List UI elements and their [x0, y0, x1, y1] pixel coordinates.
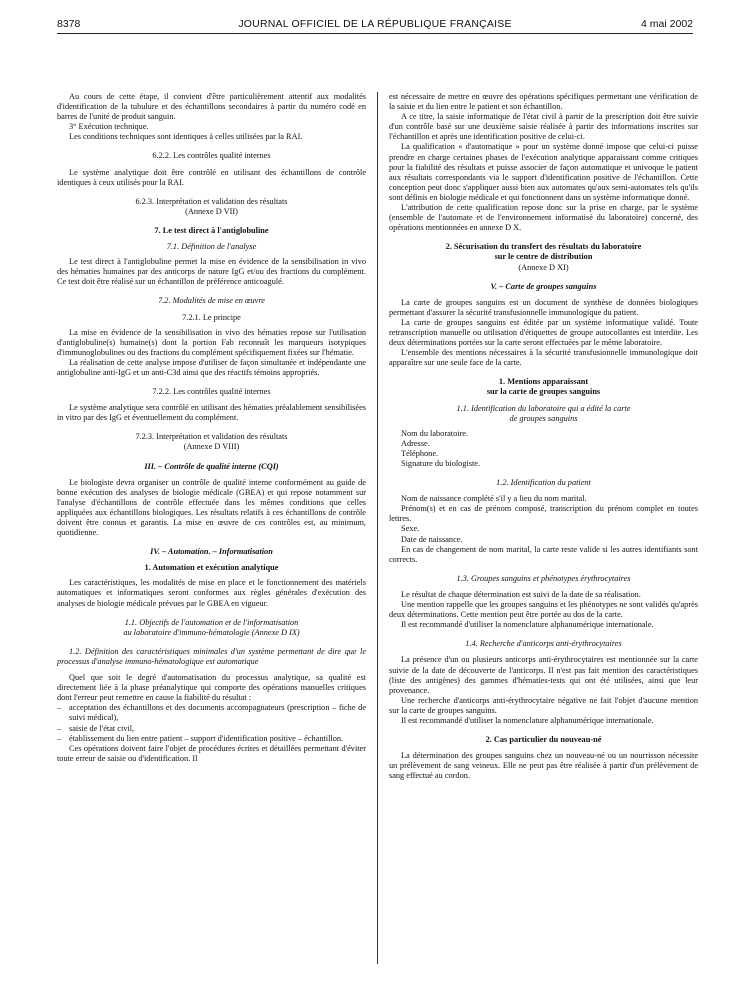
paragraph: est nécessaire de mettre en œuvre des opérations spécifiques permettant une vérification de la saisie et du lien entre le patient et son échantillon.	[389, 92, 698, 112]
paragraph: La mise en évidence de la sensibilisation in vivo des hématies repose sur l'utilisation d'antiglobuline(s) humaine(s) dont la portion Fab reconnaît les marqueurs isotypiques d'immunoglobulines ou des fractions du complément spécifiquement fixées sur l'hématie.	[57, 327, 366, 357]
section-heading: (Annexe D VIII)	[183, 442, 240, 452]
list-item: Nom du laboratoire.	[401, 428, 469, 438]
paragraph: A ce titre, la saisie informatique de l'état civil à partir de la prescription doit être suivie d'un contrôle basé sur une deuxième saisie réalisée à partir des informations inscrites sur l'échantillon et après une identification positive de celui-ci.	[389, 112, 698, 142]
list-item: – établissement du lien entre patient – support d'identification positive – échantillon.	[57, 734, 366, 744]
section-heading: 1.2. Définition des caractéristiques minimales d'un système permettant de dire que le processus d'analyse immuno-hématologique est automatique	[57, 646, 366, 666]
section-heading: 1.1. Objectifs de l'automation et de l'informatisation	[124, 617, 299, 627]
paragraph: La carte de groupes sanguins est éditée par un système informatique validé. Toute retranscription manuelle ou utilisation d'étiquettes de groupe autocollantes est interdite. Les deux déterminations portées sur la carte seront effectuées par le même laboratoire.	[389, 317, 698, 348]
paragraph: La présence d'un ou plusieurs anticorps anti-érythrocytaires est mentionnée sur la carte suivie de la date de découverte de l'anticorps. Il n'est pas fait mention des caractéristiques (liste des antigènes) des gammes d'hématies-tests qui ont été utilisées, ainsi que leur provenance.	[389, 655, 698, 695]
issue-date: 4 mai 2002	[641, 18, 693, 30]
list-item: Adresse.	[401, 438, 430, 448]
paragraph: L'attribution de cette qualification repose donc sur la prise en charge, par le système (ensemble de l'automate et de l'environnement informatisé du laboratoire) concerné, des opérations mentionnées en annexe D X.	[389, 203, 698, 233]
section-heading: 1. Automation et exécution analytique	[144, 563, 279, 573]
paragraph: Les conditions techniques sont identiques à celles utilisées par la RAI.	[69, 132, 303, 142]
paragraph: L'ensemble des mentions nécessaires à la sécurité transfusionnelle immunologique doit apparaître sur une seule face de la carte.	[389, 348, 698, 368]
paragraph: La détermination des groupes sanguins chez un nouveau-né ou un nourrisson nécessite un prélèvement de sang veineux. Elle ne peut pas être réalisée à partir d'un prélèvement de sang effectué au cordon.	[389, 751, 698, 781]
section-heading: 1.1. Identification du laboratoire qui a édité la carte	[456, 403, 631, 413]
section-heading: 7.1. Définition de l'analyse	[166, 242, 257, 252]
paragraph: Prénom(s) et en cas de prénom composé, transcription du prénom complet en toutes lettres.	[389, 504, 698, 524]
section-heading: 2. Sécurisation du transfert des résultats du laboratoire	[445, 242, 642, 252]
page-header	[57, 14, 693, 34]
right-column	[389, 92, 698, 781]
paragraph: Le biologiste devra organiser un contrôle de qualité interne conformément au guide de bonne exécution des analyses de biologie médicale (GBEA) et qui repose notamment sur l'analyse d'échantillons de contrôle effectuée dans les mêmes conditions que celles appliquées aux échantillons biologiques. Les résultats relatifs à ces échantillons de contrôle doivent être connus et garantis. La mise en œuvre de ces contrôles est, au minimum, quotidienne.	[57, 477, 366, 538]
section-heading: IV. – Automation. – Informatisation	[150, 547, 273, 557]
section-heading: sur la carte de groupes sanguins	[486, 387, 601, 397]
paragraph: 3° Exécution technique.	[69, 122, 149, 132]
section-heading: 7.2.1. Le principe	[182, 312, 241, 322]
list-item: Téléphone.	[401, 448, 439, 458]
section-heading: 1.4. Recherche d'anticorps anti-érythrocytaires	[465, 639, 622, 649]
paragraph: Sexe.	[401, 524, 420, 534]
section-heading: 7. Le test direct à l'antiglobuline	[154, 225, 269, 235]
paragraph: La carte de groupes sanguins est un document de synthèse de données biologiques permettant d'assurer la sécurité transfusionnelle immunologique du patient.	[389, 297, 698, 317]
list-item: – acceptation des échantillons et des documents accompagnateurs (prescription – fiche de suivi médical),	[57, 703, 366, 723]
section-heading: V. – Carte de groupes sanguins	[490, 281, 597, 291]
paragraph: Ces opérations doivent faire l'objet de procédures écrites et détaillées permettant d'éviter toute erreur de saisie ou d'identification. Il	[57, 743, 366, 763]
paragraph: En cas de changement de nom marital, la carte reste valide si les autres identifiants sont corrects.	[389, 544, 698, 564]
journal-title: JOURNAL OFFICIEL DE LA RÉPUBLIQUE FRANÇAISE	[238, 18, 512, 30]
page-number: 8378	[57, 18, 81, 30]
paragraph: Il est recommandé d'utiliser la nomenclature alphanumérique internationale.	[401, 620, 654, 630]
section-heading: sur le centre de distribution	[494, 252, 593, 262]
dash-list	[57, 703, 366, 743]
section-heading: 1.2. Identification du patient	[496, 478, 591, 488]
section-heading: 1. Mentions apparaissant	[498, 377, 589, 387]
column-divider	[377, 92, 378, 964]
paragraph: Le système analytique sera contrôlé en utilisant des hématies préalablement sensibilisées in vitro par des IgG et éventuellement du complément.	[57, 403, 366, 423]
left-column	[57, 92, 366, 764]
section-heading: 6.2.2. Les contrôles qualité internes	[152, 151, 271, 161]
paragraph: Le test direct à l'antiglobuline permet la mise en évidence de la sensibilisation in vivo des hématies humaines par des anticorps de nature IgG et/ou des fractions du complément. Ce test doit être réalisé sur un échantillon de préférence anticoagulé.	[57, 257, 366, 287]
section-heading: (Annexe D XI)	[518, 262, 569, 272]
list-item: Signature du biologiste.	[401, 459, 481, 468]
section-heading: III. – Contrôle de qualité interne (CQI)	[144, 461, 279, 471]
section-heading: au laboratoire d'immuno-hématologie (Annexe D IX)	[123, 627, 300, 637]
paragraph: Le résultat de chaque détermination est suivi de la date de sa réalisation.	[401, 589, 641, 599]
list-item: – saisie de l'état civil,	[57, 724, 366, 734]
paragraph: Au cours de cette étape, il convient d'être particulièrement attentif aux modalités d'identification de la tubulure et des échantillons secondaires à partir du numéro codé en barres de l'unité de produit sanguin.	[57, 92, 366, 122]
section-heading: 1.3. Groupes sanguins et phénotypes érythrocytaires	[456, 573, 631, 583]
section-heading: 7.2. Modalités de mise en œuvre	[158, 296, 265, 306]
paragraph: Une recherche d'anticorps anti-érythrocytaire négative ne fait l'objet d'aucune mention sur la carte de groupes sanguins.	[389, 695, 698, 715]
paragraph: Une mention rappelle que les groupes sanguins et les phénotypes ne sont validés qu'après deux déterminations. Cette mention peut être portée au dos de la carte.	[389, 600, 698, 620]
section-heading: 7.2.2. Les contrôles qualité internes	[152, 387, 271, 397]
paragraph: Quel que soit le degré d'automatisation du processus analytique, sa qualité est directement liée à la phase préanalytique qui comporte des opérations manuelles critiques dont l'erreur peut remettre en cause la fiabilité du résultat :	[57, 673, 366, 703]
section-heading: 6.2.3. Interprétation et validation des résultats	[135, 196, 288, 206]
paragraph: Le système analytique doit être contrôlé en utilisant des échantillons de contrôle identiques à ceux utilisés pour la RAI.	[57, 167, 366, 187]
header-rule	[57, 33, 693, 34]
section-heading: 2. Cas particulier du nouveau-né	[485, 735, 602, 745]
section-heading: 7.2.3. Interprétation et validation des résultats	[135, 432, 288, 442]
section-heading: (Annexe D VII)	[185, 206, 238, 216]
section-heading: de groupes sanguins	[509, 413, 578, 423]
paragraph: Les caractéristiques, les modalités de mise en place et le fonctionnement des matériels automatiques et informatiques seront conformes aux règles générales d'exécution des analyses de biologie médicale prévues par le GBEA en vigueur.	[57, 578, 366, 608]
lab-info-list	[389, 429, 698, 469]
paragraph: La qualification « d'automatique » pour un système donné impose que celui-ci puisse prendre en charge certaines phases de l'exécution analytique apparaissant comme critiques pour la fiabilité des résultats et puisse associer de façon automatique et univoque le patient aux résultats correspondants via le support d'identification positive de l'échantillon. Cette conception peut donc s'appliquer aussi bien aux automates qu'aux semi-automates tels qu'ils sont définis en biologie médicale et qui fonctionnent dans un système informatique donné.	[389, 142, 698, 202]
paragraph: Date de naissance.	[401, 534, 463, 544]
paragraph: La réalisation de cette analyse impose d'utiliser de façon simultanée et indépendante une antiglobuline anti-IgG et un anti-C3d ainsi que des réactifs témoins appropriés.	[57, 357, 366, 377]
paragraph: Nom de naissance complété s'il y a lieu du nom marital.	[401, 494, 587, 504]
paragraph: Il est recommandé d'utiliser la nomenclature alphanumérique internationale.	[401, 715, 654, 725]
